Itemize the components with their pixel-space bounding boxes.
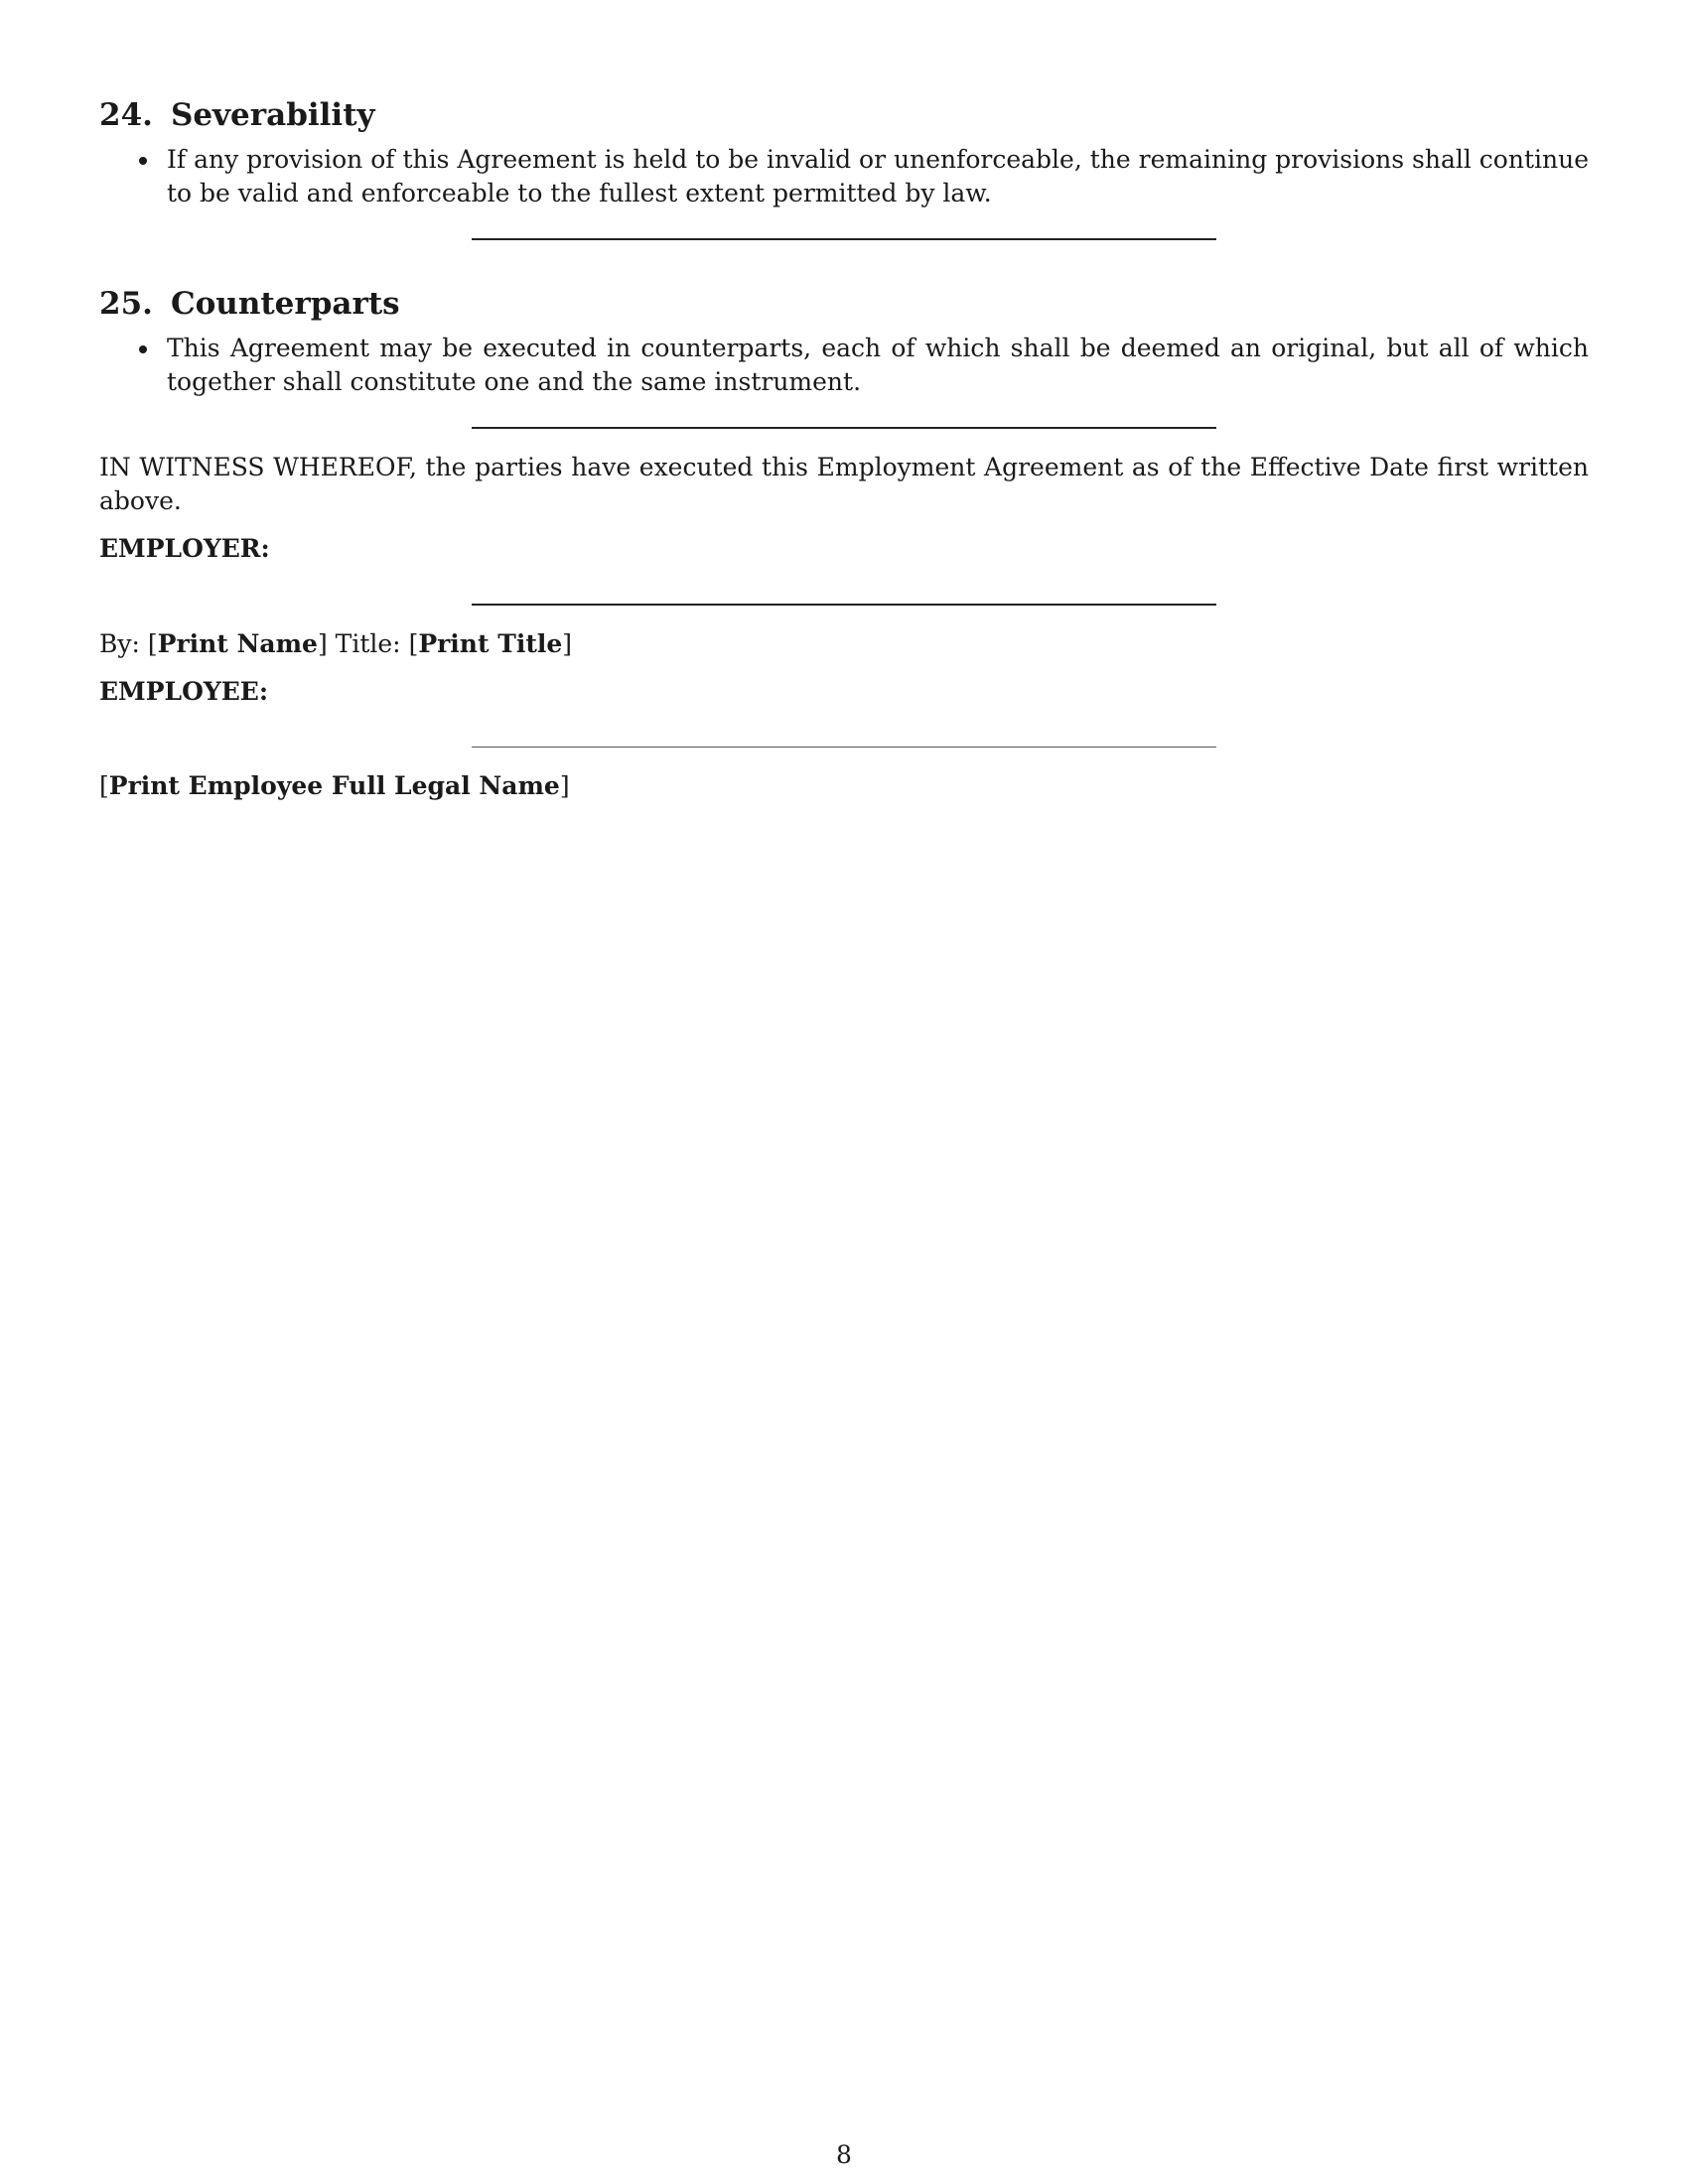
employee-signature-line	[472, 747, 1216, 748]
counterparts-list	[99, 332, 1589, 399]
section-number: 25.	[99, 286, 153, 322]
bracket: ]	[317, 629, 328, 658]
severability-list	[99, 143, 1589, 210]
section-heading-severability	[99, 95, 1589, 135]
employer-label: EMPLOYER:	[99, 534, 270, 563]
section-divider	[472, 238, 1216, 240]
by-prefix: By:	[99, 629, 140, 658]
employee-label: EMPLOYEE:	[99, 677, 269, 706]
section-title: Severability	[170, 97, 375, 133]
bracket: [	[408, 629, 419, 658]
print-title-placeholder: Print Title	[418, 629, 563, 658]
list-item-text: This Agreement may be executed in counterparts, each of which shall be deemed an original, but all of which together shall constitute one and the same instrument.	[167, 334, 1589, 396]
list-item-text: If any provision of this Agreement is held to be invalid or unenforceable, the remaining provisions shall continue to be valid and enforceable to the fullest extent permitted by law.	[167, 145, 1589, 207]
section-number: 24.	[99, 97, 153, 133]
bracket: ]	[559, 771, 570, 800]
bullet-icon	[139, 157, 147, 165]
section-title: Counterparts	[170, 286, 400, 322]
print-name-placeholder: Print Name	[157, 629, 318, 658]
employee-name-line	[99, 769, 1589, 803]
title-prefix: Title:	[335, 629, 401, 658]
bracket: ]	[562, 629, 573, 658]
section-heading-counterparts	[99, 284, 1589, 324]
bullet-icon	[139, 345, 147, 353]
page-number: 8	[836, 2140, 852, 2169]
employer-signature-line	[472, 604, 1216, 606]
list-item	[99, 332, 1589, 399]
bracket: [	[99, 771, 109, 800]
witness-clause: IN WITNESS WHEREOF, the parties have executed this Employment Agreement as of the Effective Date first written above.	[99, 453, 1589, 515]
print-employee-name-placeholder: Print Employee Full Legal Name	[108, 771, 560, 800]
document-page	[99, 95, 1589, 803]
list-item	[99, 143, 1589, 210]
employer-by-title-line	[99, 627, 1589, 661]
section-divider	[472, 427, 1216, 429]
bracket: [	[147, 629, 158, 658]
